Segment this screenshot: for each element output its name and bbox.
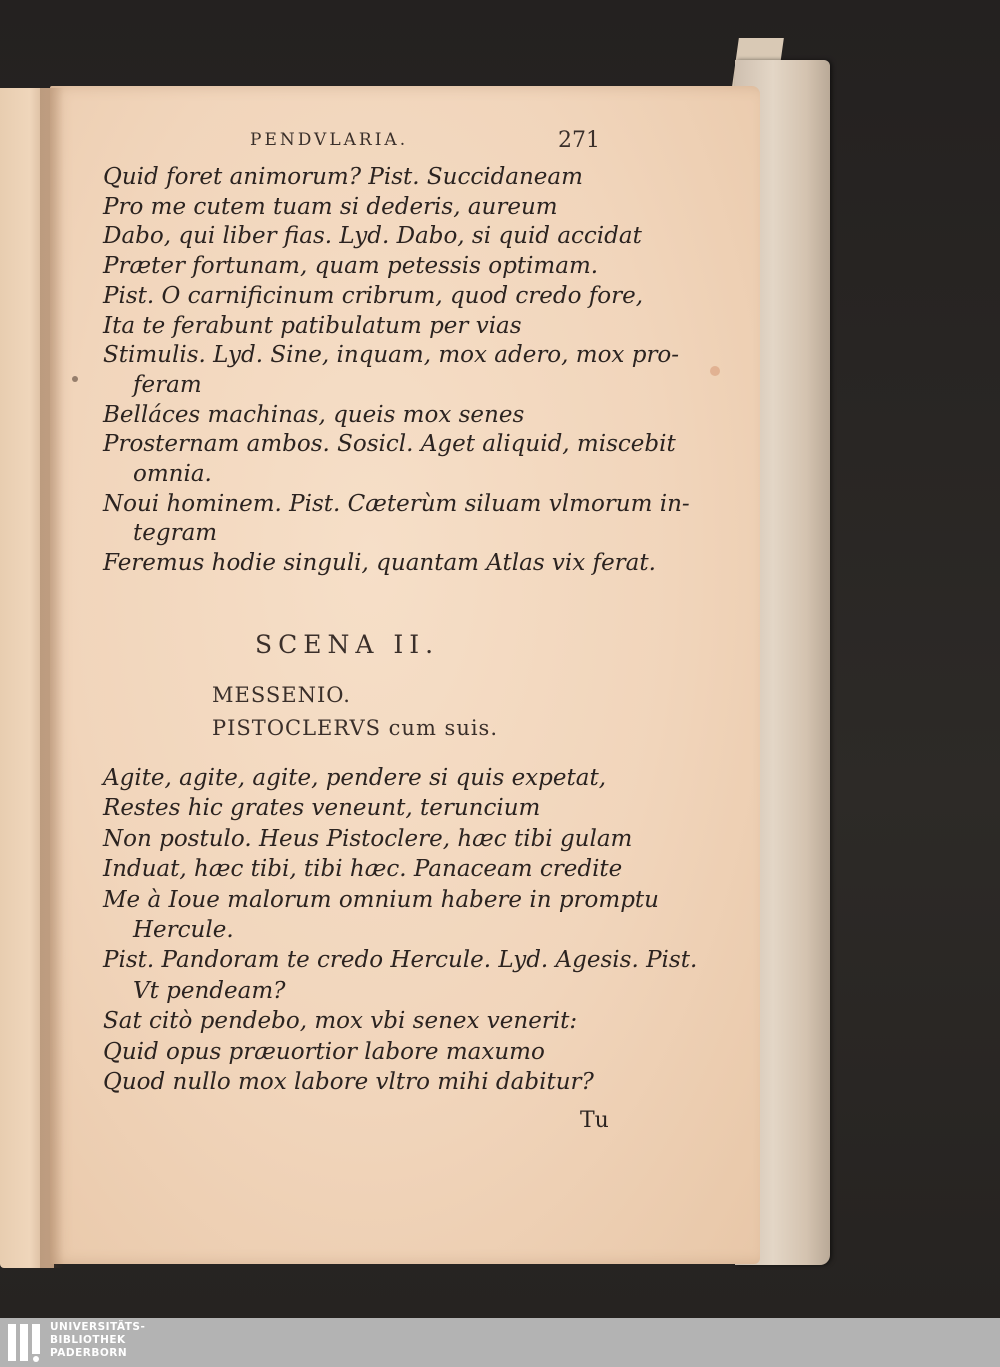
library-footer [0,1318,1000,1367]
running-title: PENDVLARIA. [250,130,409,150]
verse-line: Restes hic grates veneunt, teruncium [103,795,541,822]
logo-line: UNIVERSITÄTS- [50,1321,146,1333]
scene-heading: SCENA II. [255,630,440,659]
verse-line: Pist. Pandoram te credo Hercule. Lyd. Agesis. Pist. [103,947,698,974]
verse-line: Prosternam ambos. Sosicl. Aget aliquid, miscebit [103,431,676,458]
verse-line: Stimulis. Lyd. Sine, inquam, mox adero, mox pro- [103,342,680,369]
verse-line: feram [133,371,202,398]
foxing-spot [710,366,720,376]
role-messenio: MESSENIO. [212,683,351,707]
role-pistoclerus: PISTOCLERVS cum suis. [212,716,499,740]
logo-line: PADERBORN [50,1347,128,1359]
verse-line: Noui hominem. Pist. Cæterùm siluam vlmorum in- [103,490,690,517]
library-logo-text [50,1321,145,1360]
verse-line: Agite, agite, agite, pendere si quis expetat, [103,765,607,791]
verse-line: omnia. [133,461,212,487]
verse-line: Pro me cutem tuam si dederis, aureum [103,193,558,220]
catchword: Tu [580,1108,609,1133]
verse-line: Hercule. [133,917,234,943]
logo-line: BIBLIOTHEK [50,1334,126,1346]
verse-line: Sat citò pendebo, mox vbi senex venerit: [103,1008,578,1035]
verse-line: Dabo, qui liber fias. Lyd. Dabo, si quid accidat [103,223,642,250]
verse-line: tegram [133,520,218,547]
verse-line: Ita te ferabunt patibulatum per vias [103,312,522,339]
verse-line: Feremus hodie singuli, quantam Atlas vix ferat. [103,550,656,577]
foxing-spot [72,376,78,382]
verse-line: Me à Ioue malorum omnium habere in promptu [103,886,659,913]
page-gutter [40,88,64,1268]
verse-line: Induat, hæc tibi, tibi hæc. Panaceam credite [103,856,623,883]
verse-line: Vt pendeam? [133,977,286,1004]
verse-line: Quod nullo mox labore vltro mihi dabitur? [103,1069,594,1095]
page-number: 271 [558,128,600,153]
verse-line: Quid opus præuortior labore maxumo [103,1038,545,1065]
verse-line: Quid foret animorum? Pist. Succidaneam [103,164,583,190]
verse-line: Pist. O carnificinum cribrum, quod credo fore, [103,282,644,309]
verse-line: Belláces machinas, queis mox senes [103,401,525,428]
library-logo-icon [6,1322,42,1363]
verse-line: Præter fortunam, quam petessis optimam. [103,253,599,280]
verse-line: Non postulo. Heus Pistoclere, hæc tibi gulam [103,825,633,852]
